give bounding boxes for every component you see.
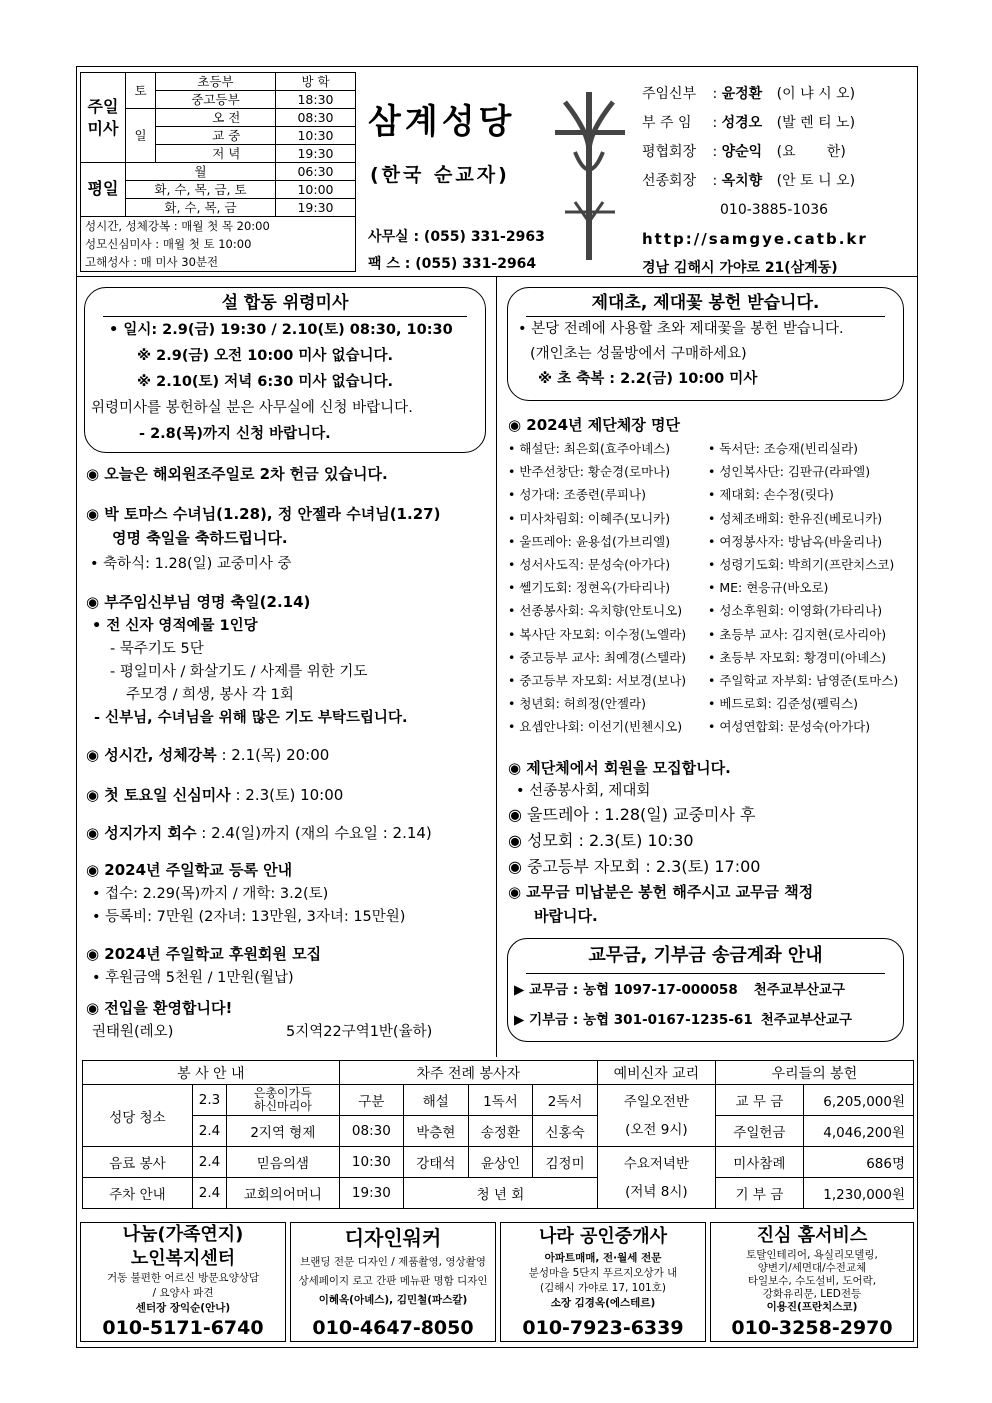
group-head-row <box>508 669 913 692</box>
mass-time: 18:30 <box>276 91 356 109</box>
staff-row: 부 주 임 : 성경오 (발 렌 티 노) <box>642 115 856 131</box>
patron-saint: (한국 순교자) <box>370 164 510 186</box>
staff-row: 주임신부 : 윤정환 (이 냐 시 오) <box>642 86 856 102</box>
group-head-row <box>508 530 913 553</box>
box-line: ※ 초 축복 : 2.2(금) 10:00 미사 <box>538 371 758 387</box>
notice-sunday-school: ◉ 2024년 주일학교 등록 안내 <box>86 861 293 879</box>
fax-number: 팩 스 : (055) 331-2964 <box>368 256 537 272</box>
table-cell: 교회의어머니 <box>227 1178 340 1209</box>
mass-row: 저 녁 <box>178 145 276 163</box>
altar-offering-box <box>507 287 904 401</box>
table-cell: 10:30 <box>339 1147 403 1178</box>
ad-elderly-care: 나눔(가족연지) 노인복지센터 거동 불편한 어르신 방문요양상담 / 요양사 파견 센터장 장익순(안나) 010-5171-6740 <box>80 1222 286 1342</box>
table-cell: 686명 <box>803 1147 913 1178</box>
group-head-row <box>508 437 913 460</box>
notice-ultreya: ◉ 울뜨레아 : 1.28(일) 교중미사 후 <box>508 805 756 824</box>
mass-notes: 성시간, 성체강복 : 매월 첫 목 20:00 성모신심미사 : 매월 첫 토 10:00 고해성사 : 매 미사 30분전 <box>81 217 356 272</box>
staff-row: 평협회장 : 양순익 (요 한) <box>642 144 846 160</box>
account-box <box>507 938 904 1042</box>
mass-time: 10:00 <box>276 181 356 199</box>
group-head: • 성가대: 조종련(루피나) <box>508 487 646 503</box>
table-header: 봉 사 안 내 <box>83 1061 340 1085</box>
group-head: • 반주선창단: 황순경(로마나) <box>508 464 671 480</box>
notice-dues: ◉ 교무금 미납분은 봉헌 해주시고 교무금 책정 <box>508 883 814 901</box>
mass-time: 방 학 <box>276 73 356 91</box>
table-cell: 박층현 <box>404 1116 469 1147</box>
group-heads-list <box>508 437 913 739</box>
mass-row: 화, 수, 목, 금 <box>126 199 276 217</box>
notice-sisters-feast: ◉ 박 토마스 수녀님(1.28), 정 안젤라 수녀님(1.27) <box>86 505 441 523</box>
mass-schedule-table <box>80 72 356 272</box>
box-line: - 2.8(목)까지 신청 바랍니다. <box>139 426 331 442</box>
box-line: (개인초는 성물방에서 구매하세요) <box>530 346 747 362</box>
group-head: • 초등부 자모회: 황경미(아녜스) <box>708 649 887 665</box>
mass-time: 19:30 <box>276 145 356 163</box>
weekday-mass-label: 평일 <box>81 163 126 217</box>
mass-row: 교 중 <box>178 127 276 145</box>
notice-welcome: ◉ 전입을 환영합니다! <box>86 999 233 1017</box>
table-cell: 신홍숙 <box>533 1116 598 1147</box>
table-cell: 2.3 <box>193 1085 227 1116</box>
group-head: • 여정봉사자: 방남옥(바울리나) <box>708 533 883 549</box>
saturday-label: 토 <box>126 73 156 109</box>
group-head: • 주일학교 자부회: 남영준(토마스) <box>708 673 899 689</box>
ad-phone: 010-7923-6339 <box>522 1317 684 1339</box>
group-head-row <box>508 715 913 738</box>
group-head: • 여성연합회: 문성숙(아가다) <box>708 719 871 735</box>
staff-phone: 010-3885-1036 <box>720 202 829 218</box>
group-head: • 성소후원회: 이영화(가타리나) <box>708 603 883 619</box>
box-line: • 일시: 2.9(금) 19:30 / 2.10(토) 08:30, 10:30 <box>109 322 453 338</box>
group-head: • ME: 현응규(바오로) <box>708 580 829 596</box>
table-header: 우리들의 봉헌 <box>715 1061 913 1085</box>
group-head: • 복사단 자모회: 이수정(노엘라) <box>508 626 687 642</box>
group-head-row <box>508 646 913 669</box>
notice-line: • 후원금액 5천원 / 1만원(월납) <box>92 970 294 986</box>
notice-holy-hour: ◉ 성시간, 성체강복 : 2.1(목) 20:00 <box>86 746 330 764</box>
mass-time: 06:30 <box>276 163 356 181</box>
table-cell: 2.4 <box>193 1178 227 1209</box>
mass-row: 오 전 <box>178 109 276 127</box>
church-name: 삼계성당 <box>368 102 516 142</box>
table-cell: 1,230,000원 <box>803 1178 913 1209</box>
notice-overseas-aid: ◉ 오늘은 해외원조주일로 2차 헌금 있습니다. <box>86 465 388 483</box>
staff-row: 선종회장 : 옥치향 (안 토 니 오) <box>642 173 856 189</box>
sunday-mass-label: 주일 미사 <box>81 73 126 163</box>
staff-list <box>642 80 912 283</box>
table-cell: 김정미 <box>533 1147 598 1178</box>
ad-home-service: 진심 홈서비스 토탈인테리어, 욕실리모델링, 양변기/세면대/수전교체 타일보수, 수도설비, 도어락, 강화유리문, LED전등 이용진(프란치스코) 010-3258-2970 <box>710 1222 914 1342</box>
account-row: ▶ 기부금 : 농협 301-0167-1235-61 천주교부산교구 <box>514 1012 853 1028</box>
notice-line: 권태원(레오) <box>92 1024 174 1040</box>
ad-phone: 010-3258-2970 <box>731 1317 893 1339</box>
box-title: 교무금, 기부금 송금계좌 안내 <box>588 945 823 966</box>
cross-sword-logo-icon <box>545 92 635 262</box>
table-cell: 2지역 형제 <box>227 1116 340 1147</box>
group-head-row <box>508 692 913 715</box>
box-title: 설 합동 위령미사 <box>221 293 349 313</box>
table-cell: 청 년 회 <box>404 1178 598 1209</box>
group-head: • 쎌기도회: 정현옥(가타리나) <box>508 580 671 596</box>
table-cell: 해설 <box>404 1085 469 1116</box>
group-head: • 초등부 교사: 김지현(로사리아) <box>708 626 887 642</box>
mass-row: 중고등부 <box>156 91 276 109</box>
table-cell: 음료 봉사 <box>83 1147 193 1178</box>
group-head: • 베드로회: 김준성(펠릭스) <box>708 696 859 712</box>
notice-mothers: ◉ 성모회 : 2.3(토) 10:30 <box>508 831 694 850</box>
notice-line: • 등록비: 7만원 (2자녀: 13만원, 3자녀: 15만원) <box>92 909 406 925</box>
notice-line: • 축하식: 1.28(일) 교중미사 중 <box>90 556 292 572</box>
box-title: 제대초, 제대꽃 봉헌 받습니다. <box>591 293 820 313</box>
group-head: • 미사차림회: 이혜주(모니카) <box>508 510 671 526</box>
group-head: • 성령기도회: 박희기(프란치스코) <box>708 557 895 573</box>
group-head: • 성서사도직: 문성숙(아가다) <box>508 557 671 573</box>
table-cell: 구분 <box>339 1085 403 1116</box>
group-head: • 성체조배회: 한유진(베로니카) <box>708 510 883 526</box>
group-head: • 독서단: 조승재(빈리실라) <box>708 441 859 456</box>
group-head-row <box>508 483 913 506</box>
website-link[interactable]: http://samgye.catb.kr <box>642 230 868 248</box>
box-line: 위령미사를 봉헌하실 분은 사무실에 신청 바랍니다. <box>91 400 413 416</box>
notice-line: • 전 신자 영적예물 1인당 <box>92 618 258 634</box>
table-cell: 2독서 <box>533 1085 598 1116</box>
table-cell: 강태석 <box>404 1147 469 1178</box>
service-table <box>82 1060 914 1209</box>
table-header: 예비신자 교리 <box>597 1061 715 1085</box>
ad-design-worker: 디자인워커 브랜딩 전문 디자인 / 제품촬영, 영상촬영 상세페이지 로고 간판 메뉴판 명함 디자인 이혜옥(아녜스), 김민철(파스칼) 010-4647-8050 <box>290 1222 496 1342</box>
box-line: ※ 2.10(토) 저녁 6:30 미사 없습니다. <box>137 374 394 390</box>
group-head-row <box>508 460 913 483</box>
group-heads-title: ◉ 2024년 제단체장 명단 <box>508 416 680 434</box>
mass-time: 08:30 <box>276 109 356 127</box>
notice-line: 영명 축일을 축하드립니다. <box>112 529 288 547</box>
group-head: • 중고등부 자모회: 서보경(보나) <box>508 673 687 689</box>
header-divider <box>76 276 918 277</box>
office-phone: 사무실 : (055) 331-2963 <box>368 229 545 245</box>
table-cell: 미사참례 <box>715 1147 803 1178</box>
table-cell: 08:30 <box>339 1116 403 1147</box>
group-head: • 중고등부 교사: 최예경(스텔라) <box>508 649 687 665</box>
box-line: ※ 2.9(금) 오전 10:00 미사 없습니다. <box>137 348 394 364</box>
account-row: ▶ 교무금 : 농협 1097-17-000058 천주교부산교구 <box>514 982 846 998</box>
notice-line: - 신부님, 수녀님을 위해 많은 기도 부탁드립니다. <box>94 710 408 726</box>
notice-line: - 평일미사 / 화살기도 / 사제를 위한 기도 <box>110 664 368 680</box>
table-header: 차주 전례 봉사자 <box>339 1061 597 1085</box>
notice-youth-mothers: ◉ 중고등부 자모회 : 2.3(토) 17:00 <box>508 857 761 876</box>
group-head-row <box>508 507 913 530</box>
mass-time: 10:30 <box>276 127 356 145</box>
group-head-row <box>508 623 913 646</box>
sunday-label: 일 <box>126 109 156 163</box>
table-cell: 1독서 <box>468 1085 533 1116</box>
notice-palm-return: ◉ 성지가지 회수 : 2.4(일)까지 (재의 수요일 : 2.14) <box>86 824 432 842</box>
mass-time: 19:30 <box>276 199 356 217</box>
table-cell: 믿음의샘 <box>227 1147 340 1178</box>
notice-line: - 묵주기도 5단 <box>110 641 204 657</box>
ad-realtor: 나라 공인중개사 아파트매매, 전·월세 전문 분성마을 5단지 푸르지오상가 내 (김해시 가야로 17, 101호) 소장 김경옥(에스테르) 010-7923-6339 <box>500 1222 706 1342</box>
ad-phone: 010-5171-6740 <box>102 1317 264 1339</box>
group-head: • 요셉안나회: 이선기(빈첸시오) <box>508 719 683 735</box>
mass-row: 화, 수, 목, 금, 토 <box>126 181 276 199</box>
group-head-row <box>508 576 913 599</box>
church-address: 경남 김해시 가야로 21(삼계동) <box>642 260 838 276</box>
notice-first-saturday: ◉ 첫 토요일 신심미사 : 2.3(토) 10:00 <box>86 786 344 804</box>
notice-line: • 접수: 2.29(목)까지 / 개학: 3.2(토) <box>92 886 329 902</box>
column-divider <box>496 277 497 1057</box>
notice-line: 바랍니다. <box>534 907 598 925</box>
table-cell: 2.4 <box>193 1147 227 1178</box>
table-cell: 19:30 <box>339 1178 403 1209</box>
group-head: • 선종봉사회: 옥치향(안토니오) <box>508 603 683 619</box>
table-cell: 2.4 <box>193 1116 227 1147</box>
mass-row: 월 <box>126 163 276 181</box>
table-cell: 교 무 금 <box>715 1085 803 1116</box>
notice-assistant-feast: ◉ 부주임신부님 영명 축일(2.14) <box>86 593 311 611</box>
group-head: • 성인복사단: 김판규(라파엘) <box>708 464 871 480</box>
notice-line: 5지역22구역1반(율하) <box>286 1024 433 1040</box>
table-cell: 4,046,200원 <box>803 1116 913 1147</box>
memorial-mass-box <box>84 287 486 453</box>
mass-row: 초등부 <box>156 73 276 91</box>
group-head-row <box>508 599 913 622</box>
notice-recruit: ◉ 제단체에서 회원을 모집합니다. <box>508 759 731 777</box>
table-cell: 송정환 <box>468 1116 533 1147</box>
box-line: • 본당 전례에 사용할 초와 제대꽃을 봉헌 받습니다. <box>518 321 844 337</box>
table-cell: 은총이가득 하신마리아 <box>227 1085 340 1116</box>
group-head: • 청년회: 허희정(안젤라) <box>508 696 646 712</box>
notice-line: • 선종봉사회, 제대회 <box>516 783 651 799</box>
notice-sponsor-members: ◉ 2024년 주일학교 후원회원 모집 <box>86 945 322 963</box>
table-cell: 수요저녁반 (저녁 8시) <box>597 1147 715 1209</box>
table-cell: 윤상인 <box>468 1147 533 1178</box>
table-cell: 주차 안내 <box>83 1178 193 1209</box>
group-head: • 제대회: 손수정(릿다) <box>708 487 834 503</box>
group-head-row <box>508 553 913 576</box>
group-head: • 해설단: 최은회(효주아녜스) <box>508 441 671 456</box>
notice-line: 주모경 / 희생, 봉사 각 1회 <box>126 687 294 703</box>
table-cell: 기 부 금 <box>715 1178 803 1209</box>
table-cell: 성당 청소 <box>83 1085 193 1147</box>
table-cell: 주일오전반 (오전 9시) <box>597 1085 715 1147</box>
table-cell: 주일헌금 <box>715 1116 803 1147</box>
group-head: • 울뜨레아: 윤용섭(가브리엘) <box>508 533 671 549</box>
table-cell: 6,205,000원 <box>803 1085 913 1116</box>
ad-phone: 010-4647-8050 <box>312 1317 474 1339</box>
